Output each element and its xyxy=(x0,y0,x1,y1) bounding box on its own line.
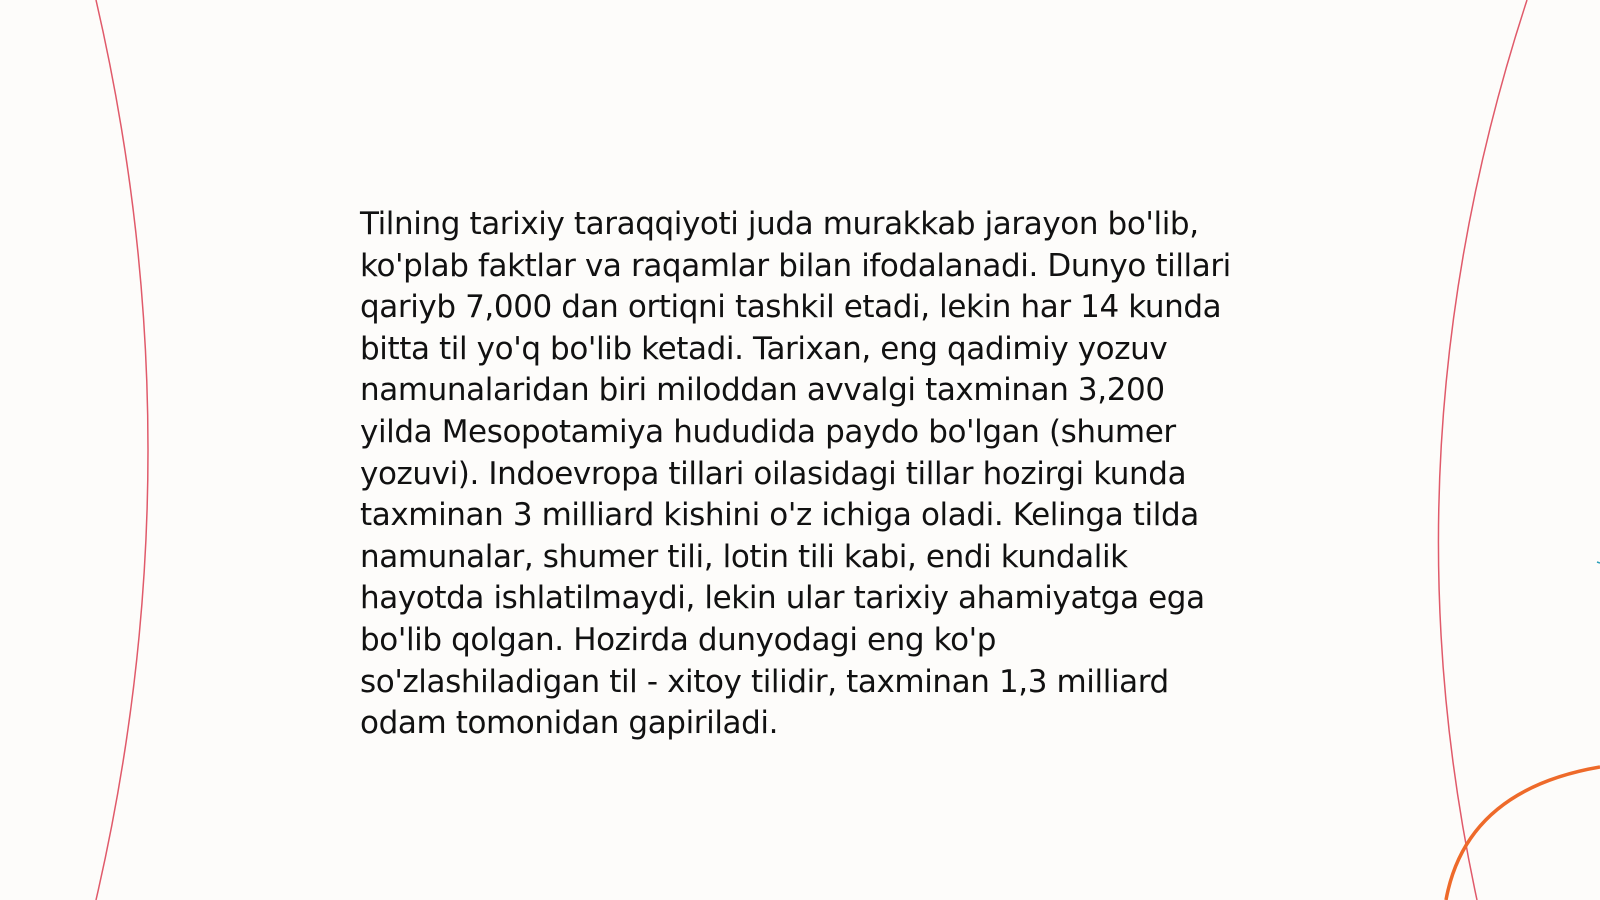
left-arc-line xyxy=(96,0,148,900)
accent-arc xyxy=(1446,767,1600,900)
slide-body-text: Tilning tarixiy taraqqiyoti juda murakkab jarayon bo'lib, ko'plab faktlar va raqamlar bilan ifodalanadi. Dunyo tillari qariyb 7,000 dan ortiqni tashkil etadi, lekin har 14 kunda bitta til yo'q bo'lib ketadi. Tarixan, eng qadimiy yozuv namunalaridan biri miloddan avvalgi taxminan 3,200 yilda Mesopotamiya hududida paydo bo'lgan (shumer yozuvi). Indoevropa tillari oilasidagi tillar hozirgi kunda taxminan 3 milliard kishini o'z ichiga oladi. Kelinga tilda namunalar, shumer tili, lotin tili kabi, endi kundalik hayotda ishlatilmaydi, lekin ular tarixiy ahamiyatga ega bo'lib qolgan. Hozirda dunyodagi eng ko'p so'zlashiladigan til - xitoy tilidir, taxminan 1,3 milliard odam tomonidan gapiriladi. xyxy=(360,206,1231,742)
right-arc-line xyxy=(1438,0,1527,900)
